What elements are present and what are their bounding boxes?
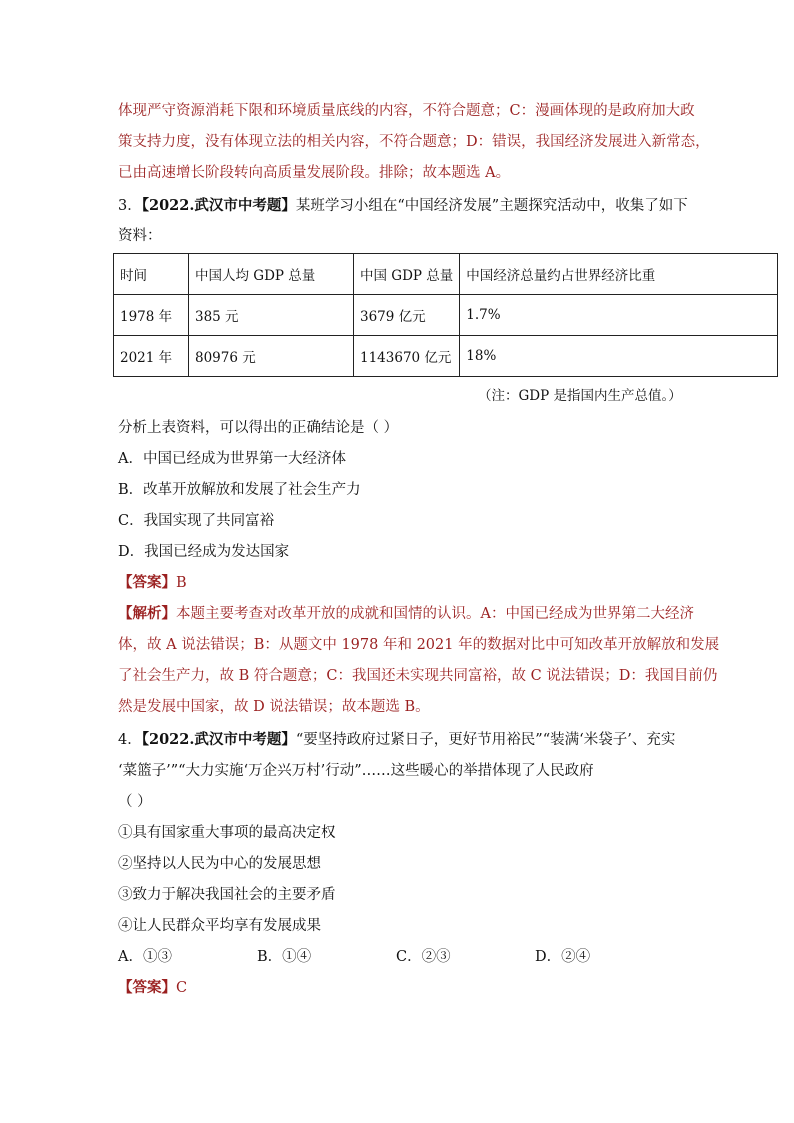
option-d: D．我国已经成为发达国家 — [118, 544, 290, 560]
table-cell: 1.7% — [460, 295, 778, 336]
analysis-label: 【解析】 — [118, 605, 176, 622]
question-4-stem — [118, 730, 675, 750]
option-b: B．①④ — [257, 949, 312, 965]
analysis-line — [118, 604, 694, 624]
gdp-table — [113, 253, 778, 377]
table-cell: 1978 年 — [114, 295, 189, 336]
table-cell: 18% — [460, 336, 778, 377]
table-cell: 80976 元 — [189, 336, 354, 377]
analysis-line: 已由高速增长阶段转向高质量发展阶段。排除；故本题选 A。 — [118, 165, 511, 181]
table-header-cell: 中国 GDP 总量 — [354, 254, 460, 295]
option-c: C．②③ — [396, 949, 451, 965]
option-a: A．中国已经成为世界第一大经济体 — [118, 451, 346, 467]
analysis-text: 本题主要考查对改革开放的成就和国情的认识。A：中国已经成为世界第二大经济 — [176, 606, 694, 622]
question-3-stem — [118, 196, 688, 216]
question-number: 4． — [118, 732, 142, 748]
answer-value: B — [176, 575, 187, 591]
statement-4: ④让人民群众平均享有发展成果 — [118, 918, 321, 934]
question-number: 3． — [118, 198, 142, 214]
option-a: A．①③ — [118, 949, 172, 965]
answer-label: 【答案】 — [118, 979, 176, 996]
statement-1: ①具有国家重大事项的最高决定权 — [118, 825, 336, 841]
option-b: B．改革开放解放和发展了社会生产力 — [118, 482, 361, 498]
analysis-line: 策支持力度，没有体现立法的相关内容，不符合题意；D：错误，我国经济发展进入新常态， — [118, 134, 710, 150]
question-source: 【2022.武汉市中考题】 — [141, 731, 296, 748]
question-3-prompt: 分析上表资料，可以得出的正确结论是（ ） — [118, 420, 399, 436]
table-note: （注：GDP 是指国内生产总值。） — [478, 388, 682, 404]
statement-2: ②坚持以人民为中心的发展思想 — [118, 856, 321, 872]
table-header-cell: 中国经济总量约占世界经济比重 — [460, 254, 778, 295]
question-source: 【2022.武汉市中考题】 — [141, 197, 296, 214]
table-row — [114, 336, 778, 377]
option-c: C．我国实现了共同富裕 — [118, 513, 275, 529]
table-row — [114, 295, 778, 336]
answer-line — [118, 978, 187, 998]
analysis-line: 然是发展中国家，故 D 说法错误；故本题选 B。 — [118, 699, 430, 715]
question-text: “要坚持政府过紧日子，更好节用裕民”“装满‘米袋子’、充实 — [295, 732, 676, 748]
table-header-row — [114, 254, 778, 295]
question-4-stem-cont: ‘菜篮子’”“大力实施‘万企兴万村’行动”……这些暖心的举措体现了人民政府 — [118, 763, 594, 779]
question-3-stem-cont: 资料： — [118, 228, 162, 244]
option-d: D．②④ — [535, 949, 591, 965]
analysis-line: 体现严守资源消耗下限和环境质量底线的内容，不符合题意；C：漫画体现的是政府加大政 — [118, 103, 695, 119]
table-cell: 3679 亿元 — [354, 295, 460, 336]
table-cell: 1143670 亿元 — [354, 336, 460, 377]
answer-line — [118, 573, 187, 593]
statement-3: ③致力于解决我国社会的主要矛盾 — [118, 887, 336, 903]
question-text: 某班学习小组在“中国经济发展”主题探究活动中，收集了如下 — [295, 198, 688, 214]
table-header-cell: 时间 — [114, 254, 189, 295]
analysis-line: 了社会生产力，故 B 符合题意；C：我国还未实现共同富裕，故 C 说法错误；D：我国目前仍 — [118, 668, 718, 684]
answer-label: 【答案】 — [118, 574, 176, 591]
analysis-line: 体，故 A 说法错误；B：从题文中 1978 年和 2021 年的数据对比中可知改革开放解放和发展 — [118, 637, 720, 653]
table-cell: 385 元 — [189, 295, 354, 336]
table-cell: 2021 年 — [114, 336, 189, 377]
question-4-blank: （ ） — [118, 794, 152, 810]
table-header-cell: 中国人均 GDP 总量 — [189, 254, 354, 295]
answer-value: C — [176, 980, 188, 996]
